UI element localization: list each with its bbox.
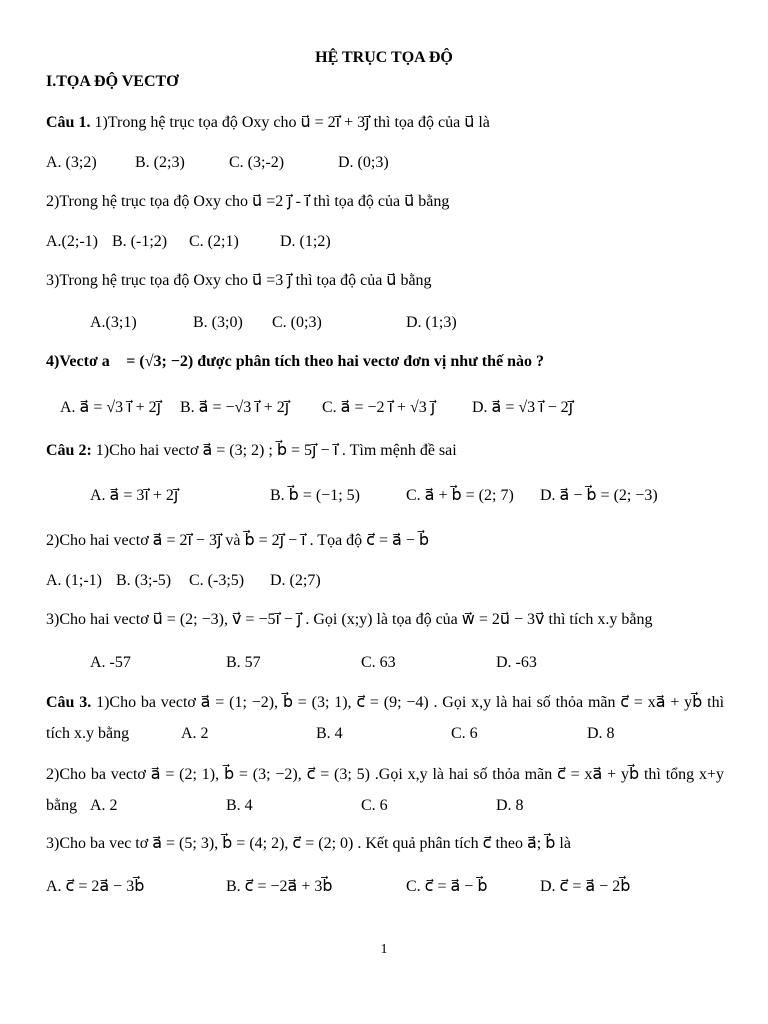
option-a: A. 2 <box>90 797 118 814</box>
option-d: D. (1;3) <box>406 314 457 331</box>
option-c: C. (3;-2) <box>229 154 285 171</box>
option-d: D. 8 <box>496 797 524 814</box>
question-label: Câu 3. <box>46 694 92 711</box>
question-3-2: 2)Cho ba vectơ a⃗ = (2; 1), b⃗ = (3; −2), c⃗ = (3; 5) .Gọi x,y là hai số thỏa mãn c⃗ = xa⃗ + yb⃗ thì tổng x+y <box>46 766 724 783</box>
option-d: D. (1;2) <box>280 233 331 250</box>
option-c: C. (0;3) <box>272 314 322 331</box>
option-d: D. (0;3) <box>338 154 389 171</box>
question-3-3: 3)Cho ba vec tơ a⃗ = (5; 3), b⃗ = (4; 2), c⃗ = (2; 0) . Kết quả phân tích c⃗ theo a⃗; b⃗ là <box>46 835 571 852</box>
page-title: HỆ TRỤC TỌA ĐỘ <box>315 49 453 66</box>
option-a: A. -57 <box>90 654 131 671</box>
question-1-4: 4)Vectơ a⃗ = (√3; −2) được phân tích theo hai vectơ đơn vị như thế nào ? <box>46 353 544 370</box>
question-3-2-cont: bằng <box>46 797 78 814</box>
option-c: C. 63 <box>361 654 396 671</box>
question-2-3: 3)Cho hai vectơ u⃗ = (2; −3), v⃗ = −5i⃗ − j⃗ . Gọi (x;y) là tọa độ của w⃗ = 2u⃗ − 3v⃗ thì tích x.y bằng <box>46 611 653 628</box>
option-d: D. (2;7) <box>270 572 321 589</box>
option-b: B. (-1;2) <box>112 233 168 250</box>
section-heading: I.TỌA ĐỘ VECTƠ <box>46 73 179 90</box>
option-d: D. -63 <box>496 654 537 671</box>
option-b: B. a⃗ = −√3 i⃗ + 2j⃗ <box>180 399 290 416</box>
option-b: B. 4 <box>226 797 253 814</box>
option-b: B. b⃗ = (−1; 5) <box>270 487 360 504</box>
option-c: C. (2;1) <box>189 233 239 250</box>
option-b: B. (3;-5) <box>116 572 172 589</box>
option-d: D. c⃗ = a⃗ − 2b⃗ <box>540 878 631 895</box>
option-c: C. 6 <box>361 797 388 814</box>
question-label: Câu 2: <box>46 442 92 459</box>
question-2-2: 2)Cho hai vectơ a⃗ = 2i⃗ − 3j⃗ và b⃗ = 2j⃗ − i⃗ . Tọa độ c⃗ = a⃗ − b⃗ <box>46 532 429 549</box>
option-c: C. c⃗ = a⃗ − b⃗ <box>406 878 488 895</box>
option-c: C. 6 <box>451 725 478 742</box>
option-b: B. 57 <box>226 654 261 671</box>
option-a: A. (1;-1) <box>46 572 102 589</box>
option-c: C. a⃗ = −2 i⃗ + √3 j⃗ <box>322 399 436 416</box>
question-text: 1)Trong hệ trục tọa độ Oxy cho u⃗ = 2i⃗ + 3j⃗ thì tọa độ của u⃗ là <box>90 114 490 131</box>
question-3-1 <box>46 693 724 713</box>
option-b: B. (3;0) <box>193 314 243 331</box>
option-a: A. (3;2) <box>46 154 97 171</box>
option-c: C. (-3;5) <box>189 572 245 589</box>
option-a: A.(3;1) <box>90 314 137 331</box>
question-text: 1)Cho ba vectơ a⃗ = (1; −2), b⃗ = (3; 1), c⃗ = (9; −4) . Gọi x,y là hai số thỏa mãn c⃗ = xa⃗ + yb⃗ thì <box>91 694 725 711</box>
option-c: C. a⃗ + b⃗ = (2; 7) <box>406 487 514 504</box>
question-text: 1)Cho hai vectơ a⃗ = (3; 2) ; b⃗ = 5j⃗ − i⃗ . Tìm mệnh đề sai <box>91 442 457 459</box>
option-a: A. 2 <box>181 725 209 742</box>
question-1-1 <box>46 113 490 133</box>
option-a: A. a⃗ = 3i⃗ + 2j⃗ <box>90 487 179 504</box>
option-a: A. c⃗ = 2a⃗ − 3b⃗ <box>46 878 145 895</box>
option-b: B. c⃗ = −2a⃗ + 3b⃗ <box>226 878 333 895</box>
question-1-3: 3)Trong hệ trục tọa độ Oxy cho u⃗ =3 j⃗ thì tọa độ của u⃗ bằng <box>46 272 432 289</box>
option-d: D. a⃗ = √3 i⃗ − 2j⃗ <box>472 399 574 416</box>
option-b: B. (2;3) <box>135 154 185 171</box>
option-d: D. a⃗ − b⃗ = (2; −3) <box>540 487 658 504</box>
option-b: B. 4 <box>316 725 343 742</box>
question-2-1 <box>46 441 457 461</box>
question-1-2: 2)Trong hệ trục tọa độ Oxy cho u⃗ =2 j⃗ - i⃗ thì tọa độ của u⃗ bằng <box>46 193 450 210</box>
option-a: A. a⃗ = √3 i⃗ + 2j⃗ <box>60 399 162 416</box>
option-d: D. 8 <box>587 725 615 742</box>
page-number: 1 <box>380 942 388 957</box>
option-a: A.(2;-1) <box>46 233 98 250</box>
question-label: Câu 1. <box>46 114 91 131</box>
question-3-1-cont: tích x.y bằng <box>46 725 130 742</box>
